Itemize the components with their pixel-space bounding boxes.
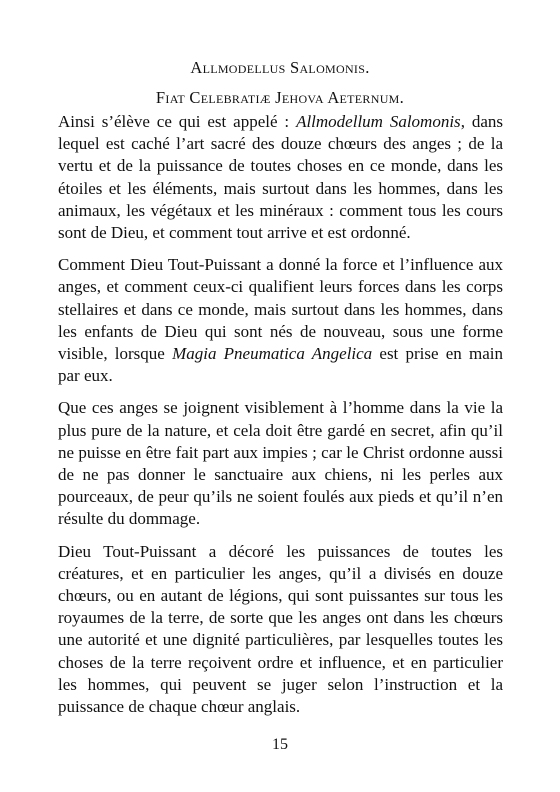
- body-text: [58, 111, 503, 728]
- page-number: 15: [272, 736, 288, 753]
- page-subtitle: Fiat Celebratiæ Jehova Aeternum.: [155, 88, 405, 107]
- paragraph-2-italic-term: Magia Pneumatica Angelica: [172, 344, 373, 364]
- paragraph-1-italic-term: Allmodellum Salomonis: [296, 112, 461, 131]
- paragraph-2: [58, 254, 503, 387]
- paragraph-1-text-end: , dans lequel est caché l’art sacré des douze chœurs des anges ; de la vertu et de la puissance de toutes choses en ce monde, dans les étoiles et les éléments, mais surtout dans les hommes, dans les animaux, les végétaux et les minéraux : comment tous les cours sont de Dieu, et comment tout arrive et est ordonné.: [58, 112, 503, 243]
- paragraph-2-text-start: Comment Dieu Tout-Puissant a donné la force et l’influence aux anges, et comment ceux-ci qualifient leurs forces dans les corps stellaires et dans ce monde, mais surtout dans les hommes, dans les enfants de Dieu qui sont nés de nouveau, sous une forme visible, lorsque: [58, 255, 503, 364]
- paragraph-3: Que ces anges se joignent visiblement à l’homme dans la vie la plus pure de la nature, et cela doit être gardé en secret, afin qu’il ne puisse en être fait part aux impies ; car le Christ ordonne aussi de ne pas donner le sanctuaire aux chiens, ni les perles aux pourceaux, de peur qu’ils ne soient foulés aux pieds et qu’il n’en résulte du dommage.: [58, 398, 503, 529]
- paragraph-1-text-start: Ainsi s’élève ce qui est appelé :: [58, 112, 297, 131]
- paragraph-4: Dieu Tout-Puissant a décoré les puissances de toutes les créatures, et en particulier les anges, qu’il a divisés en douze chœurs, ou en autant de légions, qui sont puissantes sur tous les royaumes de la terre, de sorte que les anges ont dans les chœurs une autorité et une dignité particulières, par lesquelles toutes les choses de la terre reçoivent ordre et influence, et en particulier les hommes, qui peuvent se juger selon l’instruction et la puissance de chaque chœur anglais.: [58, 541, 503, 717]
- paragraph-2-text-end: est prise en main par eux.: [58, 344, 503, 386]
- page-title: Allmodellus Salomonis.: [190, 58, 370, 77]
- paragraph-1: [58, 111, 503, 244]
